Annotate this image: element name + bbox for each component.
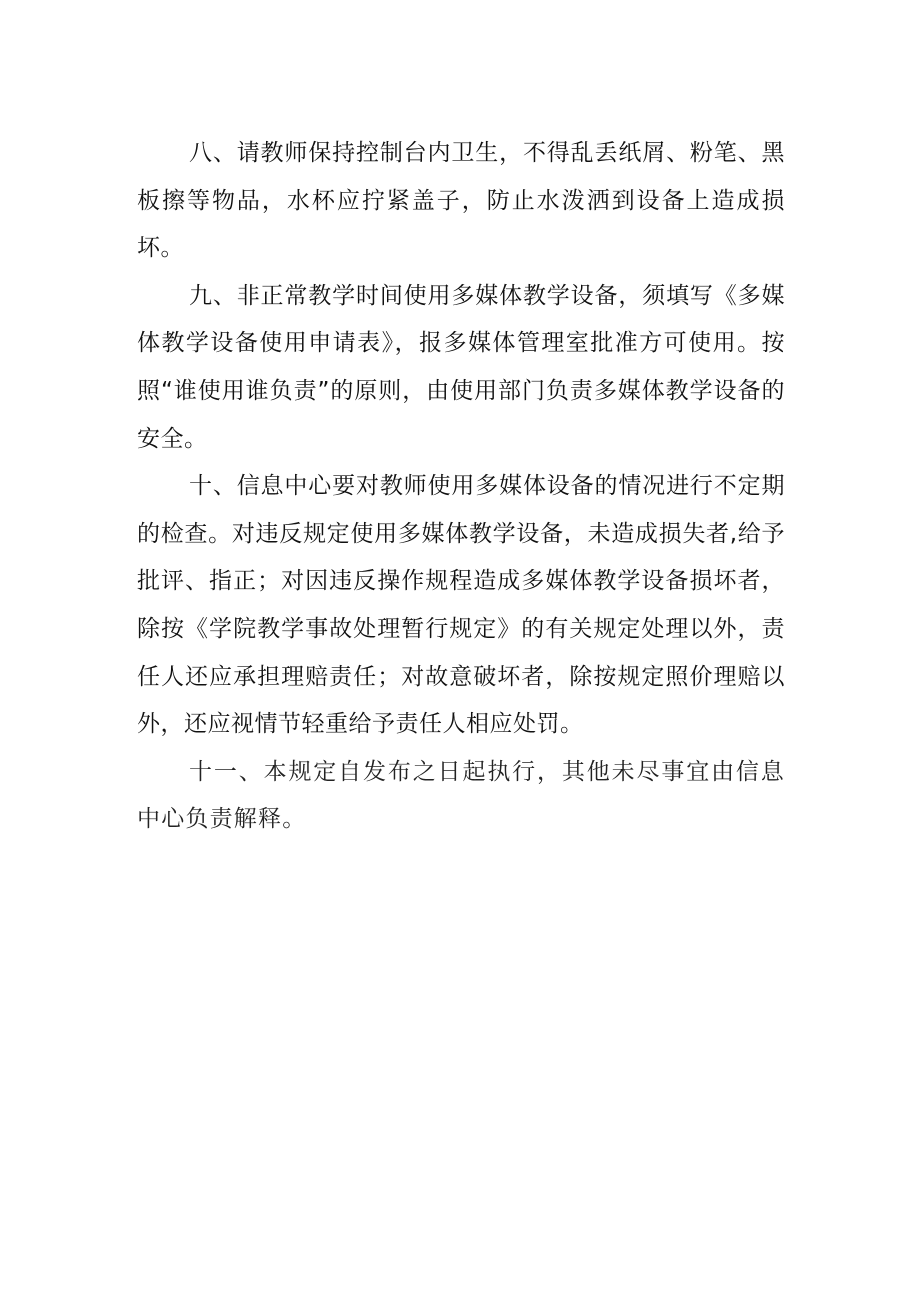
paragraph-item-8: 八、请教师保持控制台内卫生，不得乱丢纸屑、粉笔、黑板擦等物品，水杯应拧紧盖子，防止水泼洒到设备上造成损坏。: [137, 140, 785, 262]
paragraph-item-11: 十一、本规定自发布之日起执行，其他未尽事宜由信息中心负责解释。: [137, 758, 785, 832]
document-body: [137, 130, 785, 843]
paragraph-item-9: 九、非正常教学时间使用多媒体教学设备，须填写《多媒体教学设备使用申请表》，报多媒体管理室批准方可使用。按照“谁使用谁负责”的原则，由使用部门负责多媒体教学设备的安全。: [137, 282, 785, 452]
paragraph-item-10: 十、信息中心要对教师使用多媒体设备的情况进行不定期的检查。对违反规定使用多媒体教学设备，未造成损失者,给予批评、指正；对因违反操作规程造成多媒体教学设备损坏者，除按《学院教学事故处理暂行规定》的有关规定处理以外，责任人还应承担理赔责任；对故意破坏者，除按规定照价理赔以外，还应视情节轻重给予责任人相应处罚。: [137, 473, 785, 738]
